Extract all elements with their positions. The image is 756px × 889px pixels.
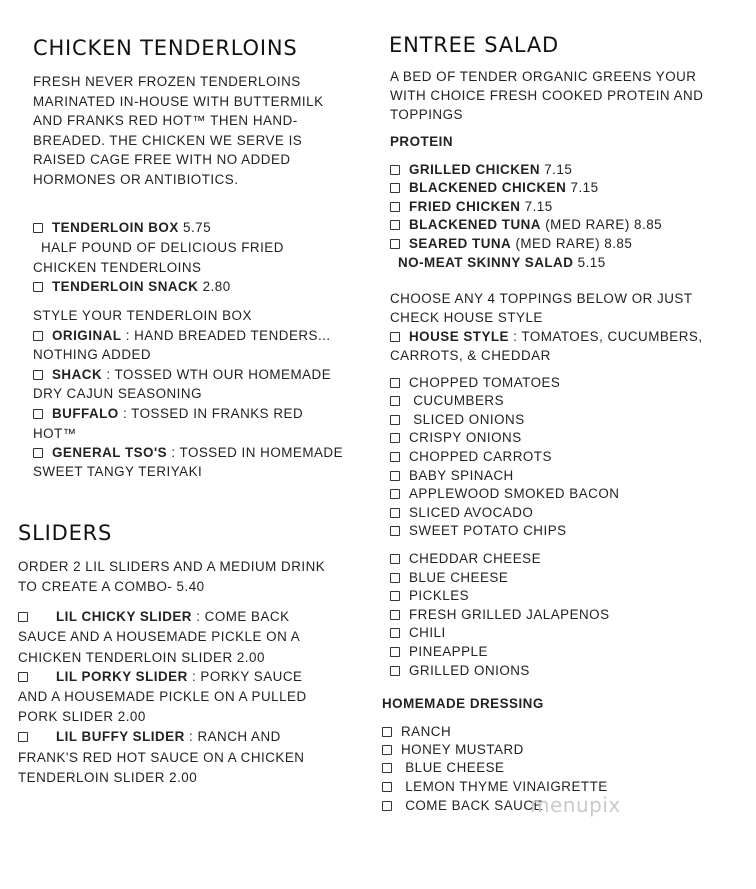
protein-name: BLACKENED CHICKEN [409, 180, 567, 195]
tenderloin-box-desc: HALF POUND OF DELICIOUS FRIED [41, 240, 284, 255]
chicken-tenderloins-title: CHICKEN TENDERLOINS [33, 36, 298, 60]
topping-label: CHOPPED TOMATOES [409, 375, 561, 390]
style-shack[interactable] [33, 365, 331, 385]
tenderloin-box-item[interactable] [33, 218, 211, 238]
protein-item[interactable] [390, 234, 632, 254]
sliders-title: SLIDERS [18, 521, 113, 545]
checkbox[interactable] [18, 612, 28, 622]
dressing-label: COME BACK SAUCE [401, 798, 543, 813]
topping-item[interactable] [390, 391, 504, 411]
checkbox[interactable] [382, 763, 392, 773]
checkbox[interactable] [390, 415, 400, 425]
topping-item[interactable] [390, 586, 469, 606]
slider-desc: : PORKY SAUCE [187, 669, 303, 684]
protein-item[interactable] [390, 178, 599, 198]
checkbox[interactable] [390, 647, 400, 657]
slider-porky[interactable] [18, 667, 302, 687]
protein-price: (MED RARE) 8.85 [511, 236, 633, 251]
topping-label: PICKLES [409, 588, 470, 603]
style-desc-line: HOT™ [33, 426, 77, 441]
topping-item[interactable] [390, 642, 488, 662]
salad-desc-line: WITH CHOICE FRESH COOKED PROTEIN AND [390, 88, 704, 103]
style-heading: STYLE YOUR TENDERLOIN BOX [33, 308, 252, 323]
style-name: SHACK [52, 367, 103, 382]
checkbox[interactable] [390, 610, 400, 620]
style-desc-line: DRY CAJUN SEASONING [33, 386, 202, 401]
checkbox[interactable] [33, 223, 43, 233]
style-buffalo[interactable] [33, 404, 303, 424]
chicken-desc-line: RAISED CAGE FREE WITH NO ADDED [33, 152, 291, 167]
checkbox[interactable] [390, 591, 400, 601]
slider-name: LIL CHICKY SLIDER [56, 609, 192, 624]
topping-item[interactable] [390, 568, 508, 588]
checkbox[interactable] [390, 471, 400, 481]
tenderloin-box-desc: CHICKEN TENDERLOINS [33, 260, 202, 275]
topping-item[interactable] [390, 623, 446, 643]
item-price: 5.75 [183, 220, 212, 235]
topping-item[interactable] [390, 521, 567, 541]
protein-name: BLACKENED TUNA [409, 217, 541, 232]
slider-desc: : COME BACK [191, 609, 290, 624]
item-name: TENDERLOIN BOX [52, 220, 179, 235]
checkbox[interactable] [33, 409, 43, 419]
style-name: ORIGINAL [52, 328, 122, 343]
slider-desc-line: CHICKEN TENDERLOIN SLIDER 2.00 [18, 650, 265, 665]
topping-item[interactable] [390, 503, 533, 523]
slider-desc-line: AND A HOUSEMADE PICKLE ON A PULLED [18, 689, 307, 704]
topping-item[interactable] [390, 605, 610, 625]
slider-desc: : RANCH AND [184, 729, 281, 744]
house-style-desc: : TOMATOES, CUCUMBERS, [509, 329, 703, 344]
checkbox[interactable] [390, 489, 400, 499]
chicken-desc-line: AND FRANKS RED HOT™ THEN HAND- [33, 113, 298, 128]
topping-label: APPLEWOOD SMOKED BACON [409, 486, 620, 501]
dressing-label: RANCH [401, 724, 452, 739]
tenderloin-snack-item[interactable] [33, 277, 231, 297]
slider-chicky[interactable] [18, 607, 290, 627]
topping-label: GRILLED ONIONS [409, 663, 530, 678]
checkbox[interactable] [390, 332, 400, 342]
toppings-intro: CHOOSE ANY 4 TOPPINGS BELOW OR JUST [390, 291, 693, 306]
sliders-intro: TO CREATE A COMBO- 5.40 [18, 579, 205, 594]
topping-label: CHEDDAR CHEESE [409, 551, 542, 566]
protein-price: (MED RARE) 8.85 [540, 217, 663, 232]
checkbox[interactable] [382, 745, 392, 755]
topping-label: CHILI [409, 625, 446, 640]
protein-price: 7.15 [566, 180, 599, 195]
style-general-tsos[interactable] [33, 443, 343, 463]
dressing-item[interactable] [382, 796, 543, 816]
checkbox[interactable] [382, 801, 392, 811]
style-name: BUFFALO [52, 406, 119, 421]
checkbox[interactable] [390, 433, 400, 443]
sliders-intro: ORDER 2 LIL SLIDERS AND A MEDIUM DRINK [18, 559, 326, 574]
salad-desc-line: A BED OF TENDER ORGANIC GREENS YOUR [390, 69, 697, 84]
checkbox[interactable] [390, 165, 400, 175]
dressing-label: LEMON THYME VINAIGRETTE [401, 779, 608, 794]
house-style-name: HOUSE STYLE [409, 329, 509, 344]
topping-item[interactable] [390, 549, 541, 569]
checkbox[interactable] [390, 628, 400, 638]
checkbox[interactable] [33, 370, 43, 380]
checkbox[interactable] [390, 573, 400, 583]
style-desc: : TOSSED IN FRANKS RED [118, 406, 304, 421]
checkbox[interactable] [390, 378, 400, 388]
topping-label: FRESH GRILLED JALAPENOS [409, 607, 610, 622]
dressing-heading: HOMEMADE DRESSING [382, 696, 544, 711]
dressing-label: BLUE CHEESE [401, 760, 505, 775]
checkbox[interactable] [18, 672, 28, 682]
dressing-item[interactable] [382, 722, 451, 742]
topping-label: CRISPY ONIONS [409, 430, 522, 445]
topping-item[interactable] [390, 484, 619, 504]
topping-label: BLUE CHEESE [409, 570, 509, 585]
checkbox[interactable] [390, 239, 400, 249]
checkbox[interactable] [390, 396, 400, 406]
item-price: 2.80 [202, 279, 231, 294]
dressing-label: HONEY MUSTARD [401, 742, 524, 757]
slider-name: LIL BUFFY SLIDER [56, 729, 185, 744]
style-desc: : TOSSED IN HOMEMADE [167, 445, 344, 460]
dressing-item[interactable] [382, 758, 505, 778]
style-desc-line: NOTHING ADDED [33, 347, 152, 362]
checkbox[interactable] [390, 554, 400, 564]
checkbox[interactable] [390, 666, 400, 676]
checkbox[interactable] [390, 202, 400, 212]
checkbox[interactable] [390, 526, 400, 536]
topping-item[interactable] [390, 428, 522, 448]
slider-desc-line: SAUCE AND A HOUSEMADE PICKLE ON A [18, 629, 301, 644]
style-desc-line: SWEET TANGY TERIYAKI [33, 464, 203, 479]
topping-item[interactable] [390, 373, 560, 393]
style-original[interactable] [33, 326, 331, 346]
protein-heading: PROTEIN [390, 134, 454, 149]
entree-salad-title: ENTREE SALAD [389, 33, 560, 57]
menupix-watermark: menupix [530, 793, 621, 817]
no-meat-name: NO-MEAT SKINNY SALAD [398, 255, 574, 270]
style-name: GENERAL TSO'S [52, 445, 168, 460]
topping-label: PINEAPPLE [409, 644, 488, 659]
topping-item[interactable] [390, 447, 552, 467]
slider-name: LIL PORKY SLIDER [56, 669, 188, 684]
topping-label: SWEET POTATO CHIPS [409, 523, 567, 538]
house-style-desc-line: CARROTS, & CHEDDAR [390, 348, 551, 363]
checkbox[interactable] [390, 183, 400, 193]
protein-item[interactable] [390, 160, 572, 180]
slider-desc-line: FRANK'S RED HOT SAUCE ON A CHICKEN [18, 750, 305, 765]
house-style-item[interactable] [390, 327, 703, 347]
slider-desc-line: TENDERLOIN SLIDER 2.00 [18, 770, 198, 785]
protein-price: 7.15 [520, 199, 553, 214]
checkbox[interactable] [33, 282, 43, 292]
topping-item[interactable] [390, 410, 525, 430]
checkbox[interactable] [33, 448, 43, 458]
chicken-desc-line: BREADED. THE CHICKEN WE SERVE IS [33, 133, 303, 148]
checkbox[interactable] [382, 727, 392, 737]
salad-desc-line: TOPPINGS [390, 107, 463, 122]
protein-price: 7.15 [540, 162, 573, 177]
protein-item[interactable] [390, 197, 553, 217]
slider-buffy[interactable] [18, 727, 281, 747]
topping-label: CUCUMBERS [409, 393, 505, 408]
no-meat-salad [398, 253, 606, 273]
checkbox[interactable] [390, 220, 400, 230]
checkbox[interactable] [390, 508, 400, 518]
style-desc: : HAND BREADED TENDERS... [121, 328, 331, 343]
topping-label: BABY SPINACH [409, 468, 514, 483]
slider-desc-line: PORK SLIDER 2.00 [18, 709, 146, 724]
protein-name: SEARED TUNA [409, 236, 512, 251]
checkbox[interactable] [33, 331, 43, 341]
no-meat-price: 5.15 [573, 255, 606, 270]
toppings-intro: CHECK HOUSE STYLE [390, 310, 543, 325]
chicken-desc-line: MARINATED IN-HOUSE WITH BUTTERMILK [33, 94, 324, 109]
checkbox[interactable] [390, 452, 400, 462]
topping-label: SLICED AVOCADO [409, 505, 534, 520]
chicken-desc-line: FRESH NEVER FROZEN TENDERLOINS [33, 74, 301, 89]
protein-name: GRILLED CHICKEN [409, 162, 540, 177]
topping-label: CHOPPED CARROTS [409, 449, 552, 464]
topping-item[interactable] [390, 466, 514, 486]
checkbox[interactable] [382, 782, 392, 792]
protein-name: FRIED CHICKEN [409, 199, 521, 214]
topping-label: SLICED ONIONS [409, 412, 525, 427]
checkbox[interactable] [18, 732, 28, 742]
chicken-desc-line: HORMONES OR ANTIBIOTICS. [33, 172, 239, 187]
topping-item[interactable] [390, 661, 530, 681]
style-desc: : TOSSED WTH OUR HOMEMADE [102, 367, 332, 382]
item-name: TENDERLOIN SNACK [52, 279, 199, 294]
protein-item[interactable] [390, 215, 662, 235]
dressing-item[interactable] [382, 740, 524, 760]
